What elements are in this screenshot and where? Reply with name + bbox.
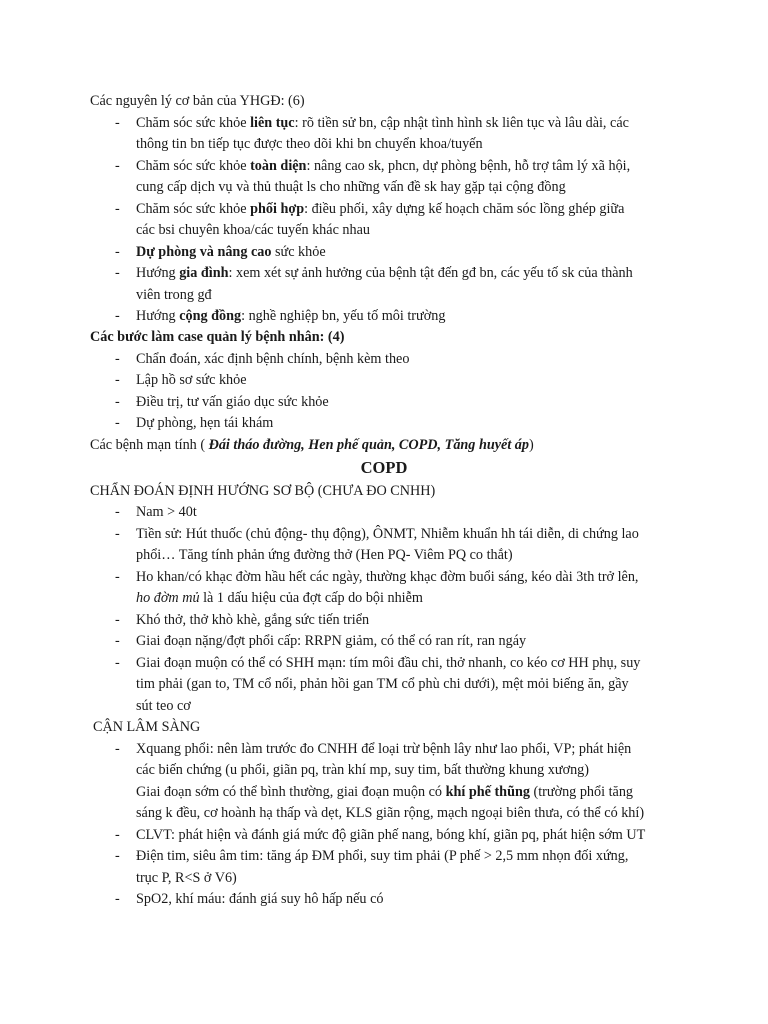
paraclinical-heading: CẬN LÂM SÀNG bbox=[93, 719, 201, 735]
diagnosis-item-severe: Giai đoạn nặng/đợt phổi cấp: RRPN giảm, có thể có ran rít, ran ngáy bbox=[136, 633, 527, 649]
case-steps-heading: Các bước làm case quản lý bệnh nhân: (4) bbox=[90, 329, 345, 345]
paraclinical-item-xray: Xquang phổi: nên làm trước đo CNHH để loại trừ bệnh lây như lao phổi, VP; phát hiện bbox=[136, 741, 632, 757]
bullet-dash: - bbox=[115, 351, 120, 367]
bullet-dash: - bbox=[115, 526, 120, 542]
bullet-dash: - bbox=[115, 372, 120, 388]
diagnosis-item-cough: Ho khan/có khạc đờm hầu hết các ngày, thường khạc đờm buổi sáng, kéo dài 3th trở lên, bbox=[136, 569, 639, 585]
bullet-dash: - bbox=[115, 265, 120, 281]
principle-comprehensive-cont: cung cấp dịch vụ và thủ thuật ls cho những vấn đề sk hay gặp tại cộng đồng bbox=[136, 179, 566, 195]
paraclinical-item-xray-cont: sáng k đều, cơ hoành hạ thấp và dẹt, KLS giãn rộng, mạch ngoại biên thưa, có thể có khí) bbox=[136, 805, 645, 821]
paraclinical-item-xray-cont: các biến chứng (u phổi, giãn pq, tràn khí mp, suy tim, bất thường khung xương) bbox=[136, 762, 589, 778]
diagnosis-heading: CHẨN ĐOÁN ĐỊNH HƯỚNG SƠ BỘ (CHƯA ĐO CNHH) bbox=[90, 483, 436, 499]
principle-family: Hướng gia đình: xem xét sự ảnh hưởng của bệnh tật đến gđ bn, các yếu tố sk của thành bbox=[136, 265, 633, 281]
paraclinical-item-ct: CLVT: phát hiện và đánh giá mức độ giãn phế nang, bóng khí, giãn pq, phát hiện sớm UT bbox=[136, 827, 646, 843]
diagnosis-item-history-cont: phổi… Tăng tính phản ứng đường thở (Hen PQ- Viêm PQ co thắt) bbox=[136, 547, 513, 563]
chronic-diseases-line: Các bệnh mạn tính ( Đái tháo đường, Hen phế quản, COPD, Tăng huyết áp) bbox=[90, 437, 534, 453]
principle-continuity: Chăm sóc sức khỏe liên tục: rõ tiền sử bn, cập nhật tình hình sk liên tục và lâu dài, các bbox=[136, 115, 629, 131]
bullet-dash: - bbox=[115, 308, 120, 324]
bullet-dash: - bbox=[115, 633, 120, 649]
bullet-dash: - bbox=[115, 848, 120, 864]
principles-heading: Các nguyên lý cơ bản của YHGĐ: (6) bbox=[90, 93, 305, 109]
bullet-dash: - bbox=[115, 612, 120, 628]
bullet-dash: - bbox=[115, 741, 120, 757]
step-item: Dự phòng, hẹn tái khám bbox=[136, 415, 274, 431]
diagnosis-item-late-cont: sút teo cơ bbox=[136, 698, 191, 714]
diagnosis-item-cough-cont: ho đờm mủ là 1 dấu hiệu của đợt cấp do bội nhiễm bbox=[136, 590, 423, 606]
paraclinical-item-ecg-cont: trục P, R<S ở V6) bbox=[136, 870, 237, 886]
bullet-dash: - bbox=[115, 158, 120, 174]
principle-comprehensive: Chăm sóc sức khỏe toàn diện: nâng cao sk, phcn, dự phòng bệnh, hỗ trợ tâm lý xã hội, bbox=[136, 158, 631, 174]
step-item: Chẩn đoán, xác định bệnh chính, bệnh kèm theo bbox=[136, 351, 410, 367]
bullet-dash: - bbox=[115, 394, 120, 410]
diagnosis-item-age: Nam > 40t bbox=[136, 504, 197, 520]
principle-community: Hướng cộng đồng: nghề nghiệp bn, yếu tố môi trường bbox=[136, 308, 446, 324]
step-item: Lập hồ sơ sức khỏe bbox=[136, 372, 247, 388]
principle-continuity-cont: thông tin bn tiếp tục được theo dõi khi bn chuyển khoa/tuyến bbox=[136, 136, 483, 152]
bullet-dash: - bbox=[115, 504, 120, 520]
bullet-dash: - bbox=[115, 655, 120, 671]
diagnosis-item-late: Giai đoạn muộn có thể có SHH mạn: tím môi đầu chi, thở nhanh, co kéo cơ HH phụ, suy bbox=[136, 655, 641, 671]
paraclinical-item-ecg: Điện tim, siêu âm tim: tăng áp ĐM phổi, suy tim phải (P phế > 2,5 mm nhọn đối xứng, bbox=[136, 848, 629, 864]
principle-family-cont: viên trong gđ bbox=[136, 287, 212, 303]
bullet-dash: - bbox=[115, 569, 120, 585]
principle-prevention: Dự phòng và nâng cao sức khỏe bbox=[136, 244, 326, 260]
bullet-dash: - bbox=[115, 201, 120, 217]
diagnosis-item-late-cont: tim phải (gan to, TM cổ nổi, phản hồi gan TM cổ phù chi dưới), mệt mỏi biếng ăn, gầy bbox=[136, 676, 629, 692]
bullet-dash: - bbox=[115, 244, 120, 260]
copd-title: COPD bbox=[360, 458, 408, 477]
principle-coordination: Chăm sóc sức khỏe phối hợp: điều phối, xây dựng kế hoạch chăm sóc lồng ghép giữa bbox=[136, 201, 625, 217]
paraclinical-item-spo2: SpO2, khí máu: đánh giá suy hô hấp nếu có bbox=[136, 891, 384, 907]
bullet-dash: - bbox=[115, 827, 120, 843]
diagnosis-item-history: Tiền sử: Hút thuốc (chủ động- thụ động), ÔNMT, Nhiễm khuẩn hh tái diễn, di chứng lao bbox=[136, 526, 639, 542]
diagnosis-item-dyspnea: Khó thở, thở khò khè, gắng sức tiến triển bbox=[136, 612, 370, 628]
bullet-dash: - bbox=[115, 415, 120, 431]
principle-coordination-cont: các bsi chuyên khoa/các tuyến khác nhau bbox=[136, 222, 370, 238]
bullet-dash: - bbox=[115, 115, 120, 131]
bullet-dash: - bbox=[115, 891, 120, 907]
step-item: Điều trị, tư vấn giáo dục sức khỏe bbox=[136, 394, 329, 410]
paraclinical-item-xray-cont: Giai đoạn sớm có thể bình thường, giai đoạn muộn có khí phế thũng (trường phổi tăng bbox=[136, 784, 634, 800]
